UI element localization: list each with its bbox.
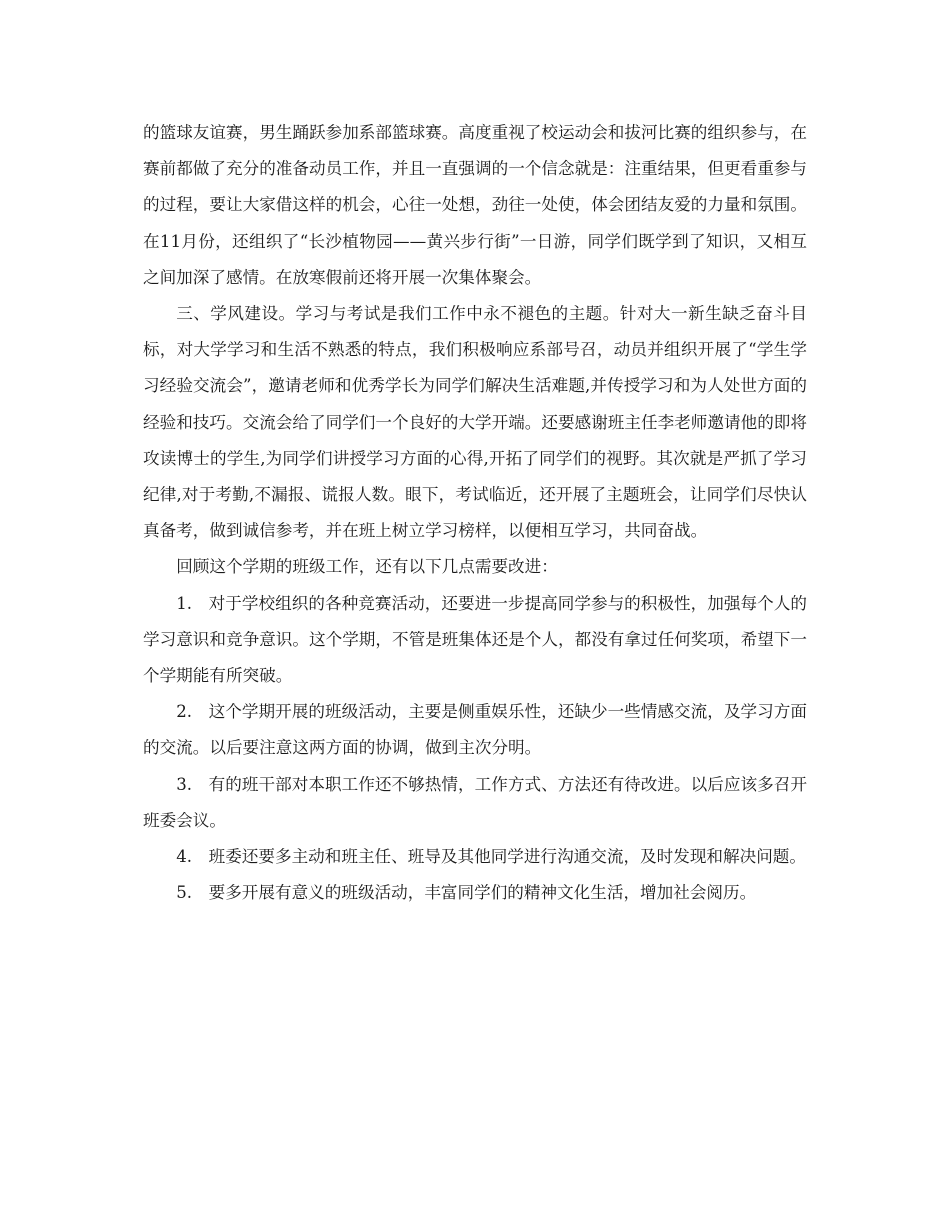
paragraph-study-style: 三、学风建设。学习与考试是我们工作中永不褪色的主题。针对大一新生缺乏奋斗目标，对大学学习和生活不熟悉的特点，我们积极响应系部号召，动员并组织开展了“学生学习经验交流会”，邀请老师和优秀学长为同学们解决生活难题,并传授学习和为人处世方面的经验和技巧。交流会给了同学们一个良好的大学开端。还要感谢班主任李老师邀请他的即将攻读博士的学生,为同学们讲授学习方面的心得,开拓了同学们的视野。其次就是严抓了学习纪律,对于考勤,不漏报、谎报人数。眼下，考试临近，还开展了主题班会，让同学们尽快认真备考，做到诚信参考，并在班上树立学习榜样，以便相互学习，共同奋战。: [143, 304, 807, 541]
paragraph-review-intro: 回顾这个学期的班级工作，还有以下几点需要改进：: [176, 557, 558, 577]
list-item-improvement-3: 3. 有的班干部对本职工作还不够热情，工作方式、方法还有待改进。以后应该多召开班委会议。: [143, 774, 807, 830]
paragraph-activities-continued: 的篮球友谊赛，男生踊跃参加系部篮球赛。高度重视了校运动会和拔河比赛的组织参与，在赛前都做了充分的准备动员工作，并且一直强调的一个信念就是：注重结果，但更看重参与的过程，要让大家借这样的机会，心往一处想，劲往一处使，体会团结友爱的力量和氛围。在11月份，还组织了“长沙植物园——黄兴步行街”一日游，同学们既学到了知识，又相互之间加深了感情。在放寒假前还将开展一次集体聚会。: [143, 123, 807, 287]
document-body: [143, 115, 807, 911]
list-item-improvement-4: 4. 班委还要多主动和班主任、班导及其他同学进行沟通交流，及时发现和解决问题。: [176, 847, 806, 867]
list-item-improvement-5: 5. 要多开展有意义的班级活动，丰富同学们的精神文化生活，增加社会阅历。: [176, 883, 757, 903]
list-item-improvement-1: 1. 对于学校组织的各种竞赛活动，还要进一步提高同学参与的积极性，加强每个人的学习意识和竞争意识。这个学期，不管是班集体还是个人，都没有拿过任何奖项，希望下一个学期能有所突破。: [143, 593, 807, 686]
list-item-improvement-2: 2. 这个学期开展的班级活动，主要是侧重娱乐性，还缺少一些情感交流，及学习方面的交流。以后要注意这两方面的协调，做到主次分明。: [143, 702, 807, 758]
